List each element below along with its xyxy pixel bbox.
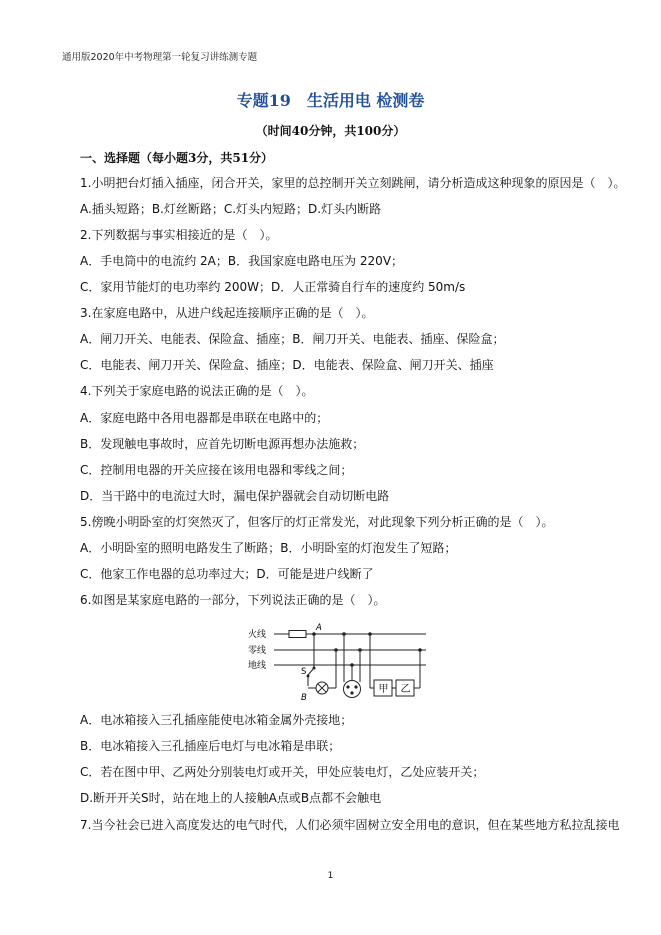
- question-3-stem: 3.在家庭电路中，从进户线起连接顺序正确的是（ ）。: [80, 306, 374, 320]
- point-b-label: B: [301, 693, 307, 703]
- question-6-option-a: A．电冰箱接入三孔插座能使电冰箱金属外壳接地；: [80, 713, 353, 727]
- question-4-option-d: D．当干路中的电流过大时，漏电保护器就会自动切断电路: [80, 489, 390, 503]
- point-a-label: A: [316, 623, 322, 633]
- live-wire-label: 火线: [248, 630, 267, 640]
- circuit-diagram: [240, 618, 440, 708]
- question-1-stem: 1.小明把台灯插入插座，闭合开关，家里的总控制开关立刻跳闸，请分析造成这种现象的原因是（ ）。: [80, 176, 626, 190]
- question-6-option-d: D.断开开关S时，站在地上的人接触A点或B点都不会触电: [80, 791, 382, 805]
- neutral-wire-label: 零线: [248, 646, 267, 656]
- question-7-stem: 7.当今社会已进入高度发达的电气时代，人们必须牢固树立安全用电的意识，但在某些地方私拉乱接电: [80, 818, 620, 832]
- document-header: 通用版2020年中考物理第一轮复习讲练测专题: [62, 52, 258, 63]
- section-heading: 一、选择题（每小题3分，共51分）: [80, 151, 274, 165]
- question-6-option-c: C．若在图中甲、乙两处分别装电灯或开关，甲处应装电灯，乙处应装开关；: [80, 765, 485, 779]
- page-number: 1: [327, 871, 334, 881]
- page-subtitle: （时间40分钟，共100分）: [255, 124, 406, 138]
- question-2-options-1: A．手电筒中的电流约 2A；B．我国家庭电路电压为 220V；: [80, 254, 404, 268]
- question-2-options-2: C．家用节能灯的电功率约 200W；D．人正常骑自行车的速度约 50m/s: [80, 280, 466, 294]
- question-5-options-1: A．小明卧室的照明电路发生了断路；B．小明卧室的灯泡发生了短路；: [80, 541, 457, 555]
- question-3-options-1: A．闸刀开关、电能表、保险盒、插座；B．闸刀开关、电能表、插座、保险盒；: [80, 332, 505, 346]
- question-4-stem: 4.下列关于家庭电路的说法正确的是（ ）。: [80, 384, 314, 398]
- question-4-option-b: B．发现触电事故时，应首先切断电源再想办法施救；: [80, 437, 365, 451]
- question-1-options: A.插头短路；B.灯丝断路；C.灯头内短路；D.灯头内断路: [80, 202, 382, 216]
- question-6-option-b: B．电冰箱接入三孔插座后电灯与电冰箱是串联；: [80, 739, 341, 753]
- question-3-options-2: C．电能表、闸刀开关、保险盒、插座；D．电能表、保险盒、闸刀开关、插座: [80, 358, 494, 372]
- question-4-option-a: A．家庭电路中各用电器都是串联在电路中的；: [80, 411, 329, 425]
- question-5-stem: 5.傍晚小明卧室的灯突然灭了，但客厅的灯正常发光，对此现象下列分析正确的是（ ）。: [80, 515, 554, 529]
- switch-s-label: S: [301, 667, 307, 677]
- question-5-options-2: C．他家工作电器的总功率过大；D．可能是进户线断了: [80, 567, 374, 581]
- question-4-option-c: C．控制用电器的开关应接在该用电器和零线之间；: [80, 463, 353, 477]
- ground-wire-label: 地线: [248, 661, 267, 671]
- question-2-stem: 2.下列数据与事实相接近的是（ ）。: [80, 228, 278, 242]
- page-title: 专题19 生活用电 检测卷: [236, 91, 425, 110]
- question-6-stem: 6.如图是某家庭电路的一部分，下列说法正确的是（ ）。: [80, 593, 386, 607]
- box-jia-label: 甲: [378, 684, 389, 695]
- box-yi-label: 乙: [400, 684, 411, 695]
